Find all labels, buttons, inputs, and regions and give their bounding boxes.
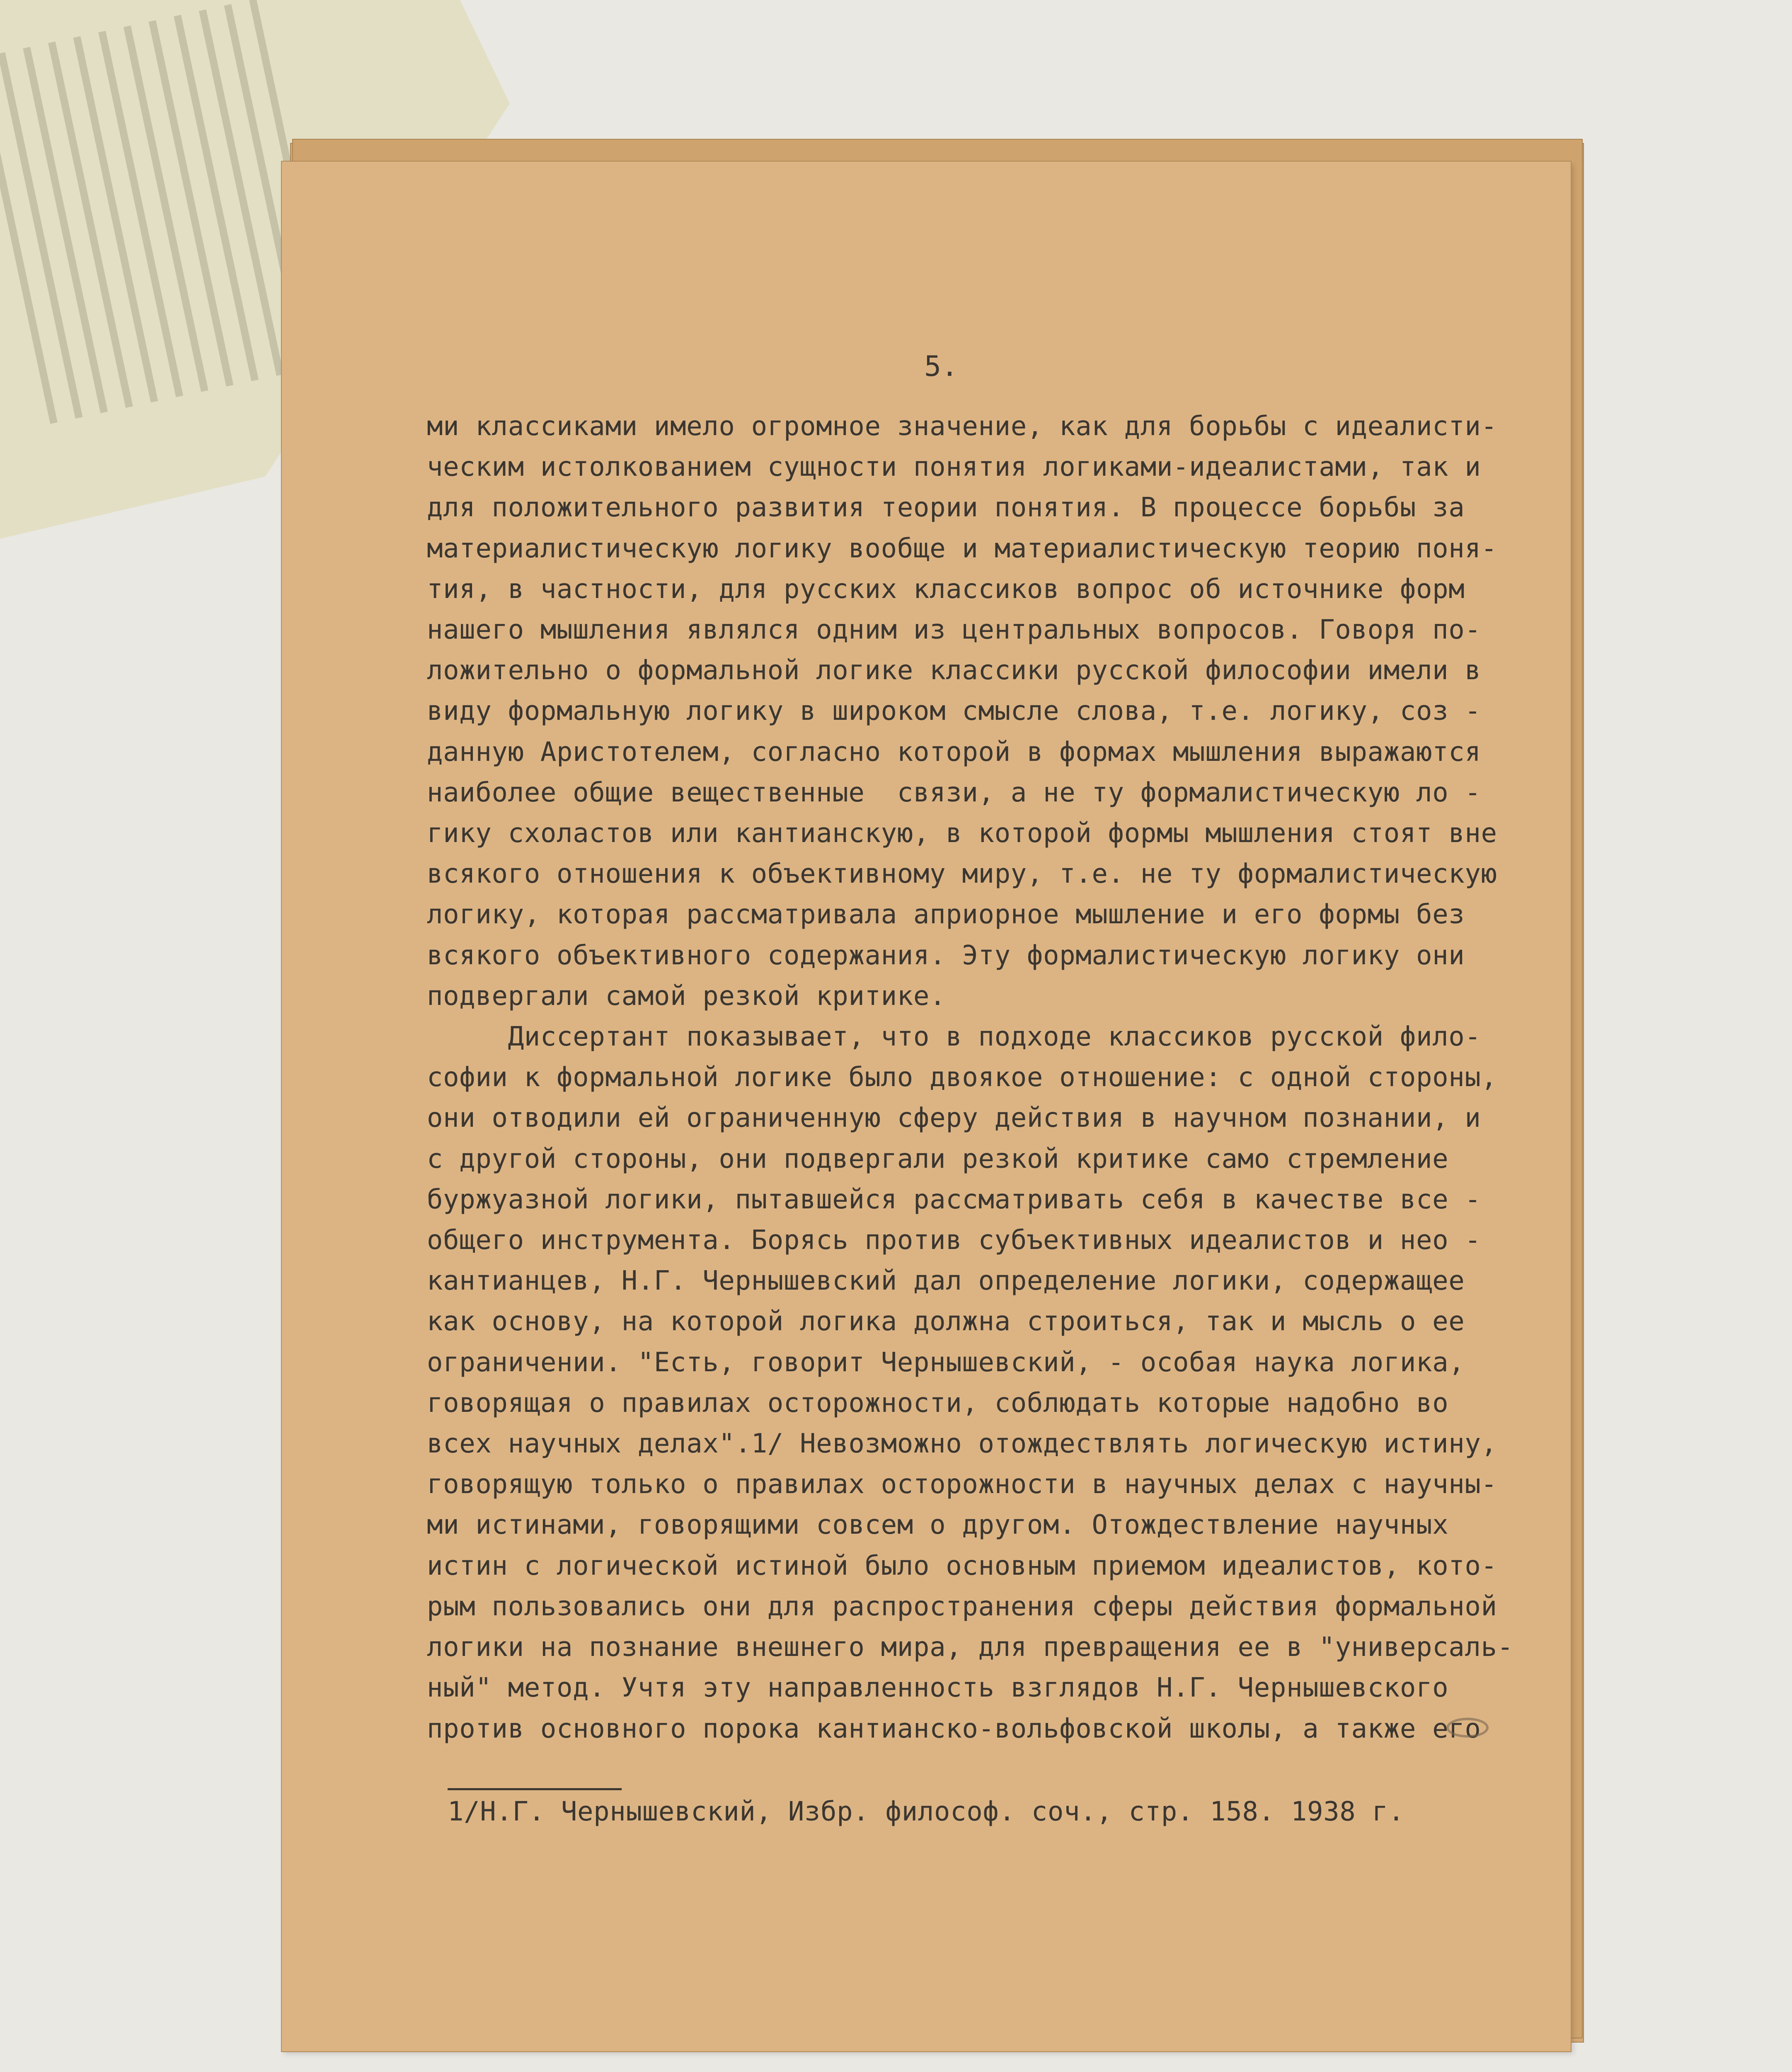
text-line: подвергали самой резкой критике. (427, 980, 946, 1012)
text-line: виду формальную логику в широком смысле слова, т.е. логику, соз - (427, 696, 1481, 727)
text-line: данную Аристотелем, согласно которой в формах мышления выражаются (427, 736, 1481, 767)
text-line: говорящую только о правилах осторожности в научных делах с научны- (427, 1469, 1497, 1500)
text-line: ложительно о формальной логике классики русской философии имели в (427, 655, 1481, 686)
text-line: общего инструмента. Борясь против субъективных идеалистов и нео - (427, 1225, 1481, 1256)
text-line: всякого отношения к объективному миру, т.е. не ту формалистическую (427, 859, 1497, 890)
text-line: с другой стороны, они подвергали резкой критике само стремление (427, 1143, 1449, 1174)
text-line: говорящая о правилах осторожности, соблюдать которые надобно во (427, 1387, 1449, 1418)
text-line: они отводили ей ограниченную сферу действия в научном познании, и (427, 1103, 1481, 1134)
text-line: гику схоластов или кантианскую, в которой формы мышления стоят вне (427, 818, 1497, 849)
text-line: истин с логической истиной было основным приемом идеалистов, кото- (427, 1550, 1497, 1581)
text-line: софии к формальной логике было двоякое отношение: с одной стороны, (427, 1062, 1497, 1093)
text-line: тия, в частности, для русских классиков вопрос об источнике форм (427, 574, 1465, 605)
text-line: наиболее общие вещественные связи, а не ту формалистическую ло - (427, 777, 1481, 808)
text-line: ограничении. "Есть, говорит Чернышевский, - особая наука логика, (427, 1347, 1465, 1378)
text-line: как основу, на которой логика должна строиться, так и мысль о ее (427, 1306, 1465, 1337)
text-line: логики на познание внешнего мира, для превращения ее в "универсаль- (427, 1632, 1514, 1663)
text-line: ми истинами, говорящими совсем о другом. Отождествление научных (427, 1510, 1449, 1541)
text-line: всякого объективного содержания. Эту формалистическую логику они (427, 940, 1465, 971)
text-line: Диссертант показывает, что в подходе классиков русской фило- (427, 1021, 1481, 1053)
text-line: логику, которая рассматривала априорное мышление и его формы без (427, 899, 1465, 930)
ink-blot (1446, 1718, 1489, 1738)
text-line: ный" метод. Учтя эту направленность взглядов Н.Г. Чернышевского (427, 1673, 1449, 1704)
text-line: против основного порока кантианско-вольфовской школы, а также его (427, 1713, 1481, 1744)
text-line: буржуазной логики, пытавшейся рассматривать себя в качестве все - (427, 1184, 1481, 1215)
text-line: для положительного развития теории понятия. В процессе борьбы за (427, 492, 1465, 523)
text-line: кантианцев, Н.Г. Чернышевский дал определение логики, содержащее (427, 1266, 1465, 1297)
text-line: ческим истолкованием сущности понятия логиками-идеалистами, так и (427, 452, 1481, 483)
text-line: рым пользовались они для распространения сферы действия формальной (427, 1591, 1497, 1622)
page-number: 5. (924, 350, 958, 383)
footnote: 1/Н.Г. Чернышевский, Избр. философ. соч., стр. 158. 1938 г. (448, 1796, 1405, 1827)
text-line: нашего мышления являлся одним из центральных вопросов. Говоря по- (427, 615, 1481, 646)
text-line: ми классиками имело огромное значение, как для борьбы с идеалисти- (427, 411, 1497, 442)
body-text (427, 406, 1546, 1749)
text-line: материалистическую логику вообще и материалистическую теорию поня- (427, 533, 1497, 564)
text-line: всех научных делах".1/ Невозможно отождествлять логическую истину, (427, 1428, 1497, 1460)
typewritten-page (282, 162, 1571, 2051)
footnote-separator (448, 1788, 622, 1790)
